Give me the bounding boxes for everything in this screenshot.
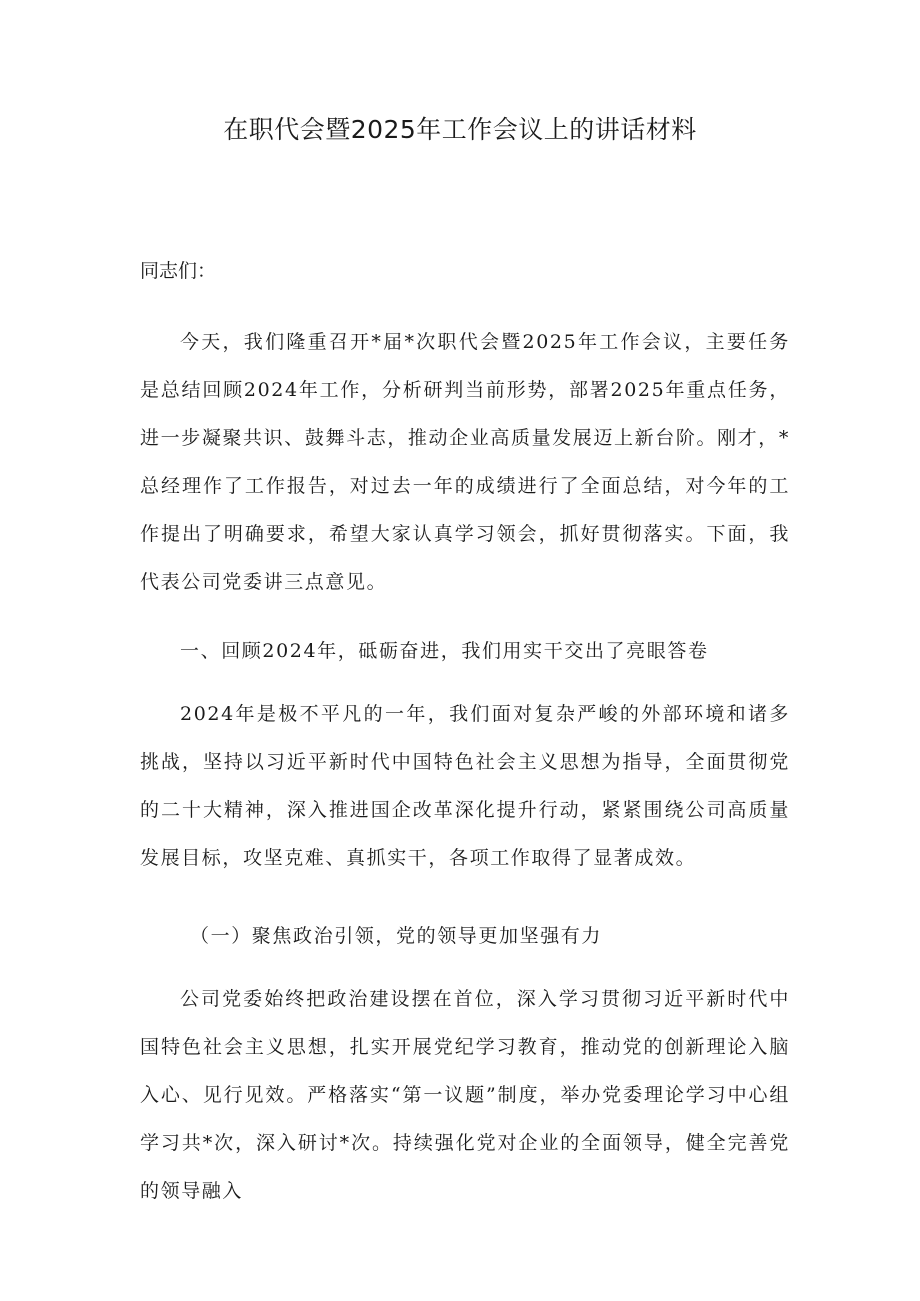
paragraph-political-leadership: 公司党委始终把政治建设摆在首位，深入学习贯彻习近平新时代中国特色社会主义思想，扎实开展党纪学习教育，推动党的创新理论入脑入心、见行见效。严格落实“第一议题”制度，举办党委理论学习中心组学习共*次，深入研讨*次。持续强化党对企业的全面领导，健全完善党的领导融入 xyxy=(140,988,790,1202)
section-heading-1: 一、回顾2024年，砥砺奋进，我们用实干交出了亮眼答卷 xyxy=(180,640,709,662)
document-title: 在职代会暨2025年工作会议上的讲话材料 xyxy=(223,115,697,144)
paragraph-review-2024: 2024年是极不平凡的一年，我们面对复杂严峻的外部环境和诸多挑战，坚持以习近平新时代中国特色社会主义思想为指导，全面贯彻党的二十大精神，深入推进国企改革深化提升行动，紧紧围绕公司高质量发展目标，攻坚克难、真抓实干，各项工作取得了显著成效。 xyxy=(140,703,790,869)
paragraph-opening: 今天，我们隆重召开*届*次职代会暨2025年工作会议，主要任务是总结回顾2024年工作，分析研判当前形势，部署2025年重点任务，进一步凝聚共识、鼓舞斗志，推动企业高质量发展迈上新台阶。刚才，*总经理作了工作报告，对过去一年的成绩进行了全面总结，对今年的工作提出了明确要求，希望大家认真学习领会，抓好贯彻落实。下面，我代表公司党委讲三点意见。 xyxy=(140,331,790,593)
salutation: 同志们： xyxy=(140,260,217,282)
subsection-heading-1: （一）聚焦政治引领，党的领导更加坚强有力 xyxy=(190,925,603,947)
